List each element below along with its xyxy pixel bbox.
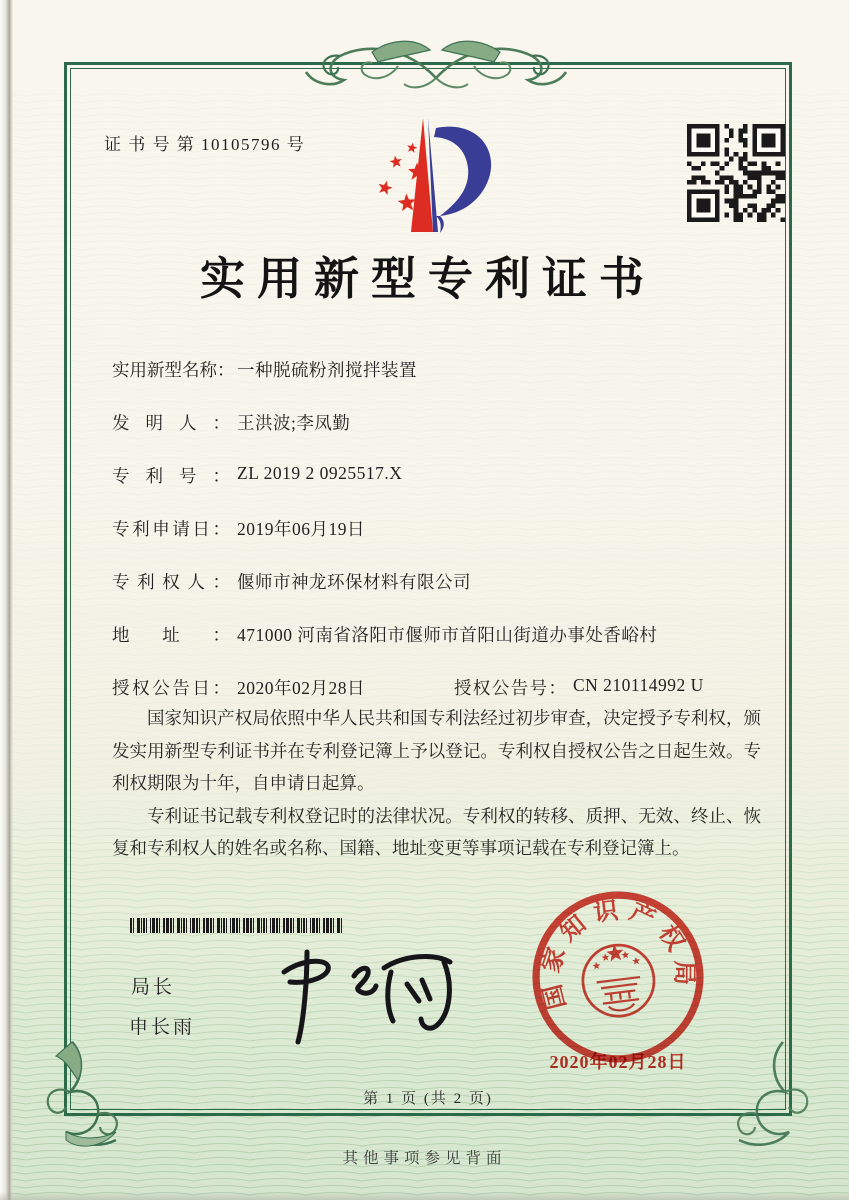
field-value: 偃师市神龙环保材料有限公司 [237,572,471,592]
field-row-address [112,622,782,650]
field-label: 授权公告日： [112,678,230,698]
page-number: 第 1 页 (共 2 页) [363,1091,493,1107]
field-value: 471000 河南省洛阳市偃师市首阳山街道办事处香峪村 [237,625,658,645]
director-name: 申长雨 [129,1017,196,1038]
field-label: 专利权人： [112,572,230,592]
grant-number-group [454,675,704,700]
back-note: 其他事项参见背面 [342,1150,507,1167]
seal-date: 2020年02月28日 [549,1052,687,1072]
national-emblem-icon [579,940,658,1020]
certificate-number: 证 书 号 第 10105796 号 [104,135,306,154]
field-row-utility-model-name [112,357,782,385]
seal-text: 国家知识产权局 [537,896,698,1012]
field-value: 2020年02月28日 [237,678,365,698]
cnipa-logo-icon [360,112,510,238]
certificate-title: 实用新型专利证书 [199,254,656,304]
field-label: 实用新型名称： [112,360,235,380]
field-label: 地址： [112,625,230,645]
scan-edge-bottom [0,1192,849,1200]
field-row-patentee [112,569,782,597]
field-row-inventor [112,410,782,438]
field-value: 王洪波;李凤勤 [237,413,351,433]
field-row-filing-date [112,516,782,544]
grant-number-label: 授权公告号： [454,678,566,698]
barcode [130,918,345,933]
field-label: 专利申请日： [112,519,230,539]
field-value: 2019年06月19日 [237,519,365,539]
field-label: 发明人： [112,413,230,433]
director-label: 局长 [131,977,176,998]
signature-handwriting-icon [246,940,471,1052]
grant-number-value: CN 210114992 U [573,675,704,695]
scan-edge-left [0,0,13,1200]
legal-paragraph-2: 专利证书记载专利权登记时的法律状况。专利权的转移、质押、无效、终止、恢复和专利权人的姓名或名称、国籍、地址变更等事项记载在专利登记簿上。 [112,805,761,859]
top-border-ornament-icon [288,26,584,102]
field-row-grant-date [112,675,782,703]
fields-section [112,357,782,728]
legal-paragraphs [112,702,761,865]
field-value: 一种脱硫粉剂搅拌装置 [237,360,417,380]
field-value: ZL 2019 2 0925517.X [237,463,403,483]
field-row-patent-number [112,463,782,491]
qr-code [687,124,785,222]
field-label: 专利号： [112,466,230,486]
legal-paragraph-1: 国家知识产权局依照中华人民共和国专利法经过初步审查，决定授予专利权，颁发实用新型专利证书并在专利登记簿上予以登记。专利权自授权公告之日起生效。专利权期限为十年，自申请日起算。 [112,708,761,794]
